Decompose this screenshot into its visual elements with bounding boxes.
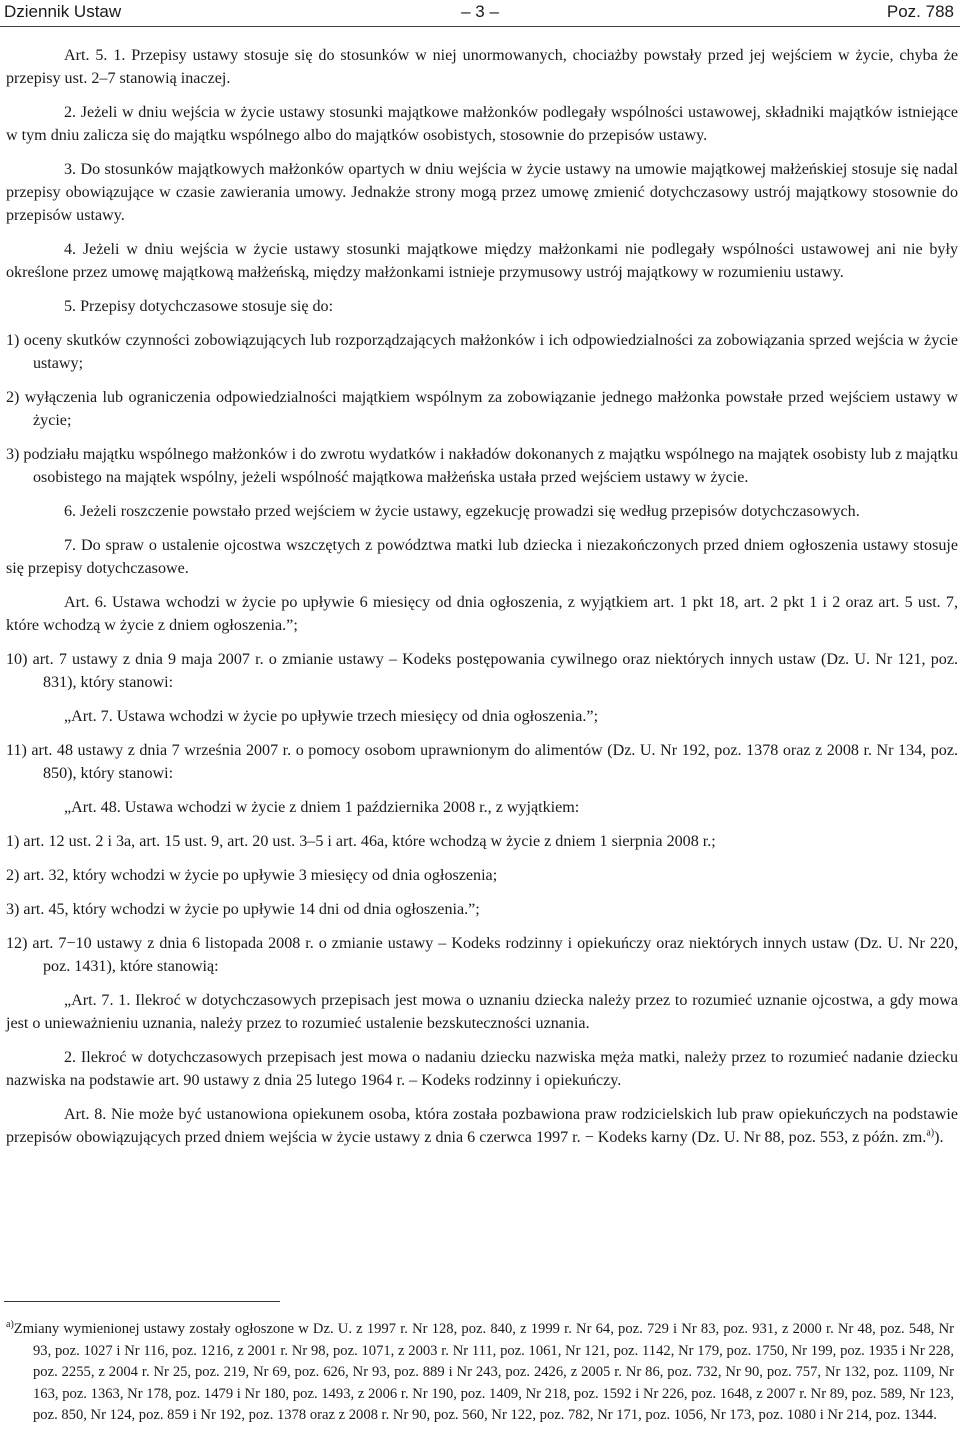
paragraph-art5-ust2: 2. Jeżeli w dniu wejścia w życie ustawy stosunki majątkowe małżonków podlegały wspólności ustawowej, składniki majątków istniejące w tym dniu zalicza się do majątku wspólnego albo do majątków osobistych, stosownie do przepisów ustawy. — [6, 104, 958, 144]
quote-art48: „Art. 48. Ustawa wchodzi w życie z dniem 1 października 2008 r., z wyjątkiem: — [64, 799, 580, 816]
paragraph-art5-ust4: 4. Jeżeli w dniu wejścia w życie ustawy stosunki majątkowe między małżonkami nie podlegały wspólności ustawowej ani nie były określone przez umowę majątkową małżeńską, między małżonkami istnieje przymusowy ustrój majątkowy w rozumieniu ustawy. — [6, 241, 958, 281]
paragraph-art5-ust5: 5. Przepisy dotychczasowe stosuje się do: — [64, 298, 334, 315]
paragraph-art6: Art. 6. Ustawa wchodzi w życie po upływie 6 miesięcy od dnia ogłoszenia, z wyjątkiem art. 1 pkt 18, art. 2 pkt 1 i 2 oraz art. 5 ust. 7, które wchodzą w życie z dniem ogłoszenia.”; — [6, 594, 958, 634]
list-item-10: 10) art. 7 ustawy z dnia 9 maja 2007 r. o zmianie ustawy – Kodeks postępowania cywilnego oraz niektórych innych ustaw (Dz. U. Nr 121, poz. 831), który stanowi: — [6, 651, 958, 691]
footnote-paragraph — [6, 1319, 954, 1427]
list-item-11: 11) art. 48 ustawy z dnia 7 września 2007 r. o pomocy osobom uprawnionym do alimentów (Dz. U. Nr 192, poz. 1378 oraz z 2008 r. Nr 134, poz. 850), który stanowi: — [6, 742, 958, 782]
document-body — [6, 44, 958, 1149]
sub-item-3: 3) art. 45, który wchodzi w życie po upływie 14 dni od dnia ogłoszenia.”; — [6, 901, 480, 918]
position-number: Poz. 788 — [886, 2, 954, 21]
quote-art7: „Art. 7. Ustawa wchodzi w życie po upływie trzech miesięcy od dnia ogłoszenia.”; — [64, 708, 599, 725]
paragraph-art5-ust7: 7. Do spraw o ustalenie ojcostwa wszczętych z powództwa matki lub dziecka i niezakończonych przed dniem ogłoszenia ustawy stosuje się przepisy dotychczasowe. — [6, 537, 958, 577]
quote-art8 — [6, 1103, 958, 1149]
footnote-reference[interactable]: a) — [926, 1127, 935, 1139]
page-header — [0, 0, 960, 27]
footnote — [6, 1319, 954, 1427]
page-number: – 3 – — [461, 2, 499, 21]
quote-art8-text: Art. 8. Nie może być ustanowiona opiekunem osoba, która została pozbawiona praw rodzicielskich lub praw opiekuńczych na podstawie przepisów obowiązujących przed dniem wejścia w życie ustawy z dnia 6 czerwca 1997 r. − Kodeks karny (Dz. U. Nr 88, poz. 553, z późn. zm. — [6, 1106, 958, 1146]
paragraph-art5-ust6: 6. Jeżeli roszczenie powstało przed wejściem w życie ustawy, egzekucję prowadzi się według przepisów dotychczasowych. — [64, 503, 860, 520]
list-item-1: 1) oceny skutków czynności zobowiązujących lub rozporządzających małżonków i ich odpowiedzialności za zobowiązania sprzed wejścia w życie ustawy; — [6, 332, 958, 372]
paragraph-art5-ust1: Art. 5. 1. Przepisy ustawy stosuje się do stosunków w niej unormowanych, chociażby powstały przed jej wejściem w życie, chyba że przepisy ust. 2–7 stanowią inaczej. — [6, 47, 958, 87]
footnote-divider — [4, 1301, 280, 1302]
list-item-2: 2) wyłączenia lub ograniczenia odpowiedzialności majątkiem wspólnym za zobowiązanie jednego małżonka powstałe przed wejściem ustawy w życie; — [6, 389, 958, 429]
footnote-text: Zmiany wymienionej ustawy zostały ogłoszone w Dz. U. z 1997 r. Nr 128, poz. 840, z 1999 r. Nr 64, poz. 729 i Nr 83, poz. 931, z 2000 r. Nr 48, poz. 548, Nr 93, poz. 1027 i Nr 116, poz. 1216, z 2001 r. Nr 98, poz. 1071, z 2003 r. Nr 111, poz. 1061, Nr 121, poz. 1142, Nr 179, poz. 1750, Nr 199, poz. 1935 i Nr 228, poz. 2255, z 2004 r. Nr 25, poz. 219, Nr 69, poz. 626, Nr 93, poz. 889 i Nr 243, poz. 2426, z 2005 r. Nr 86, poz. 732, Nr 90, poz. 757, Nr 132, poz. 1109, Nr 163, poz. 1363, Nr 178, poz. 1479 i Nr 180, poz. 1493, z 2006 r. Nr 190, poz. 1409, Nr 218, poz. 1592 i Nr 226, poz. 1648, z 2007 r. Nr 89, poz. 589, Nr 123, poz. 850, Nr 124, poz. 859 i Nr 192, poz. 1378 oraz z 2008 r. Nr 90, poz. 560, Nr 122, poz. 782, Nr 171, poz. 1056, Nr 173, poz. 1080 i Nr 214, poz. 1344. — [13, 1321, 954, 1424]
list-item-3: 3) podziału majątku wspólnego małżonków i do zwrotu wydatków i nakładów dokonanych z majątku wspólnego na majątek osobisty lub z majątku osobistego na majątek wspólny, jeżeli wspólność majątkowa małżeńska ustała przed wejściem ustawy w życie. — [6, 446, 959, 486]
footnote-marker: a) — [6, 1319, 14, 1331]
list-item-12: 12) art. 7−10 ustawy z dnia 6 listopada 2008 r. o zmianie ustawy – Kodeks rodzinny i opiekuńczy oraz niektórych innych ustaw (Dz. U. Nr 220, poz. 1431), które stanowią: — [6, 935, 958, 975]
sub-item-1: 1) art. 12 ust. 2 i 3a, art. 15 ust. 9, art. 20 ust. 3–5 i art. 46a, które wchodzą w życie z dniem 1 sierpnia 2008 r.; — [6, 833, 716, 850]
sub-item-2: 2) art. 32, który wchodzi w życie po upływie 3 miesięcy od dnia ogłoszenia; — [6, 867, 498, 884]
quote-art7-ust2: 2. Ilekroć w dotychczasowych przepisach jest mowa o nadaniu dziecku nazwiska męża matki, należy przez to rozumieć nadanie dziecku nazwiska na podstawie art. 90 ustawy z dnia 25 lutego 1964 r. – Kodeks rodzinny i opiekuńczy. — [6, 1049, 958, 1089]
quote-art8-tail: ). — [934, 1129, 944, 1146]
journal-title: Dziennik Ustaw — [4, 2, 122, 21]
paragraph-art5-ust3: 3. Do stosunków majątkowych małżonków opartych w dniu wejścia w życie ustawy na umowie majątkowej małżeńskiej stosuje się nadal przepisy obowiązujące w czasie zawierania umowy. Jednakże strony mogą przez umowę zmienić dotychczasowy ustrój majątkowy stosownie do przepisów ustawy. — [6, 161, 958, 224]
quote-art7-ust1: „Art. 7. 1. Ilekroć w dotychczasowych przepisach jest mowa o uznaniu dziecka należy przez to rozumieć uznanie ojcostwa, a gdy mowa jest o unieważnieniu uznania, należy przez to rozumieć ustalenie bezskuteczności uznania. — [6, 992, 958, 1032]
